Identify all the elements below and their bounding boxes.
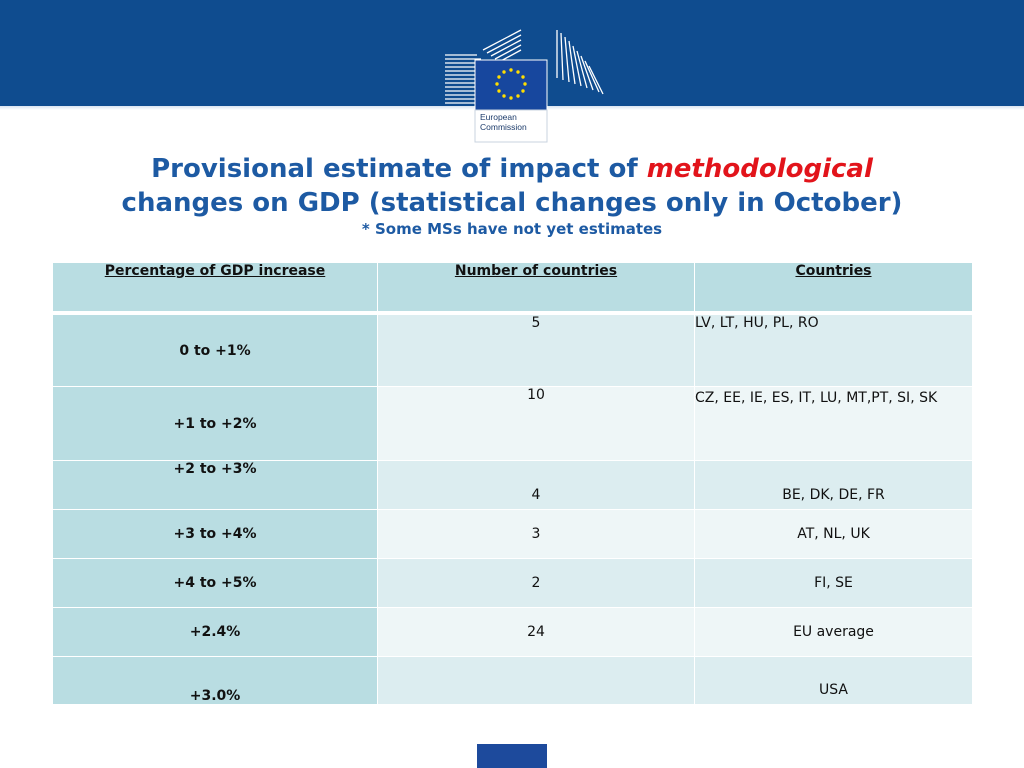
range-cell: +3.0% — [53, 657, 378, 705]
table-row — [53, 387, 973, 461]
range-cell: 0 to +1% — [53, 315, 378, 387]
count-cell: 24 — [378, 608, 695, 657]
table-row — [53, 608, 973, 657]
table-row — [53, 559, 973, 608]
range-cell: +2.4% — [53, 608, 378, 657]
count-cell: 3 — [378, 510, 695, 559]
table-row — [53, 510, 973, 559]
count-cell: 10 — [378, 387, 695, 461]
countries-cell: LV, LT, HU, PL, RO — [695, 315, 973, 387]
logo-line-1: European — [480, 112, 517, 122]
range-cell: +3 to +4% — [53, 510, 378, 559]
range-cell: +4 to +5% — [53, 559, 378, 608]
range-cell: +2 to +3% — [53, 461, 378, 510]
count-cell — [378, 657, 695, 705]
countries-cell: FI, SE — [695, 559, 973, 608]
table-header-row — [53, 263, 973, 312]
count-cell: 5 — [378, 315, 695, 387]
header-countries: Countries — [695, 263, 973, 312]
countries-cell: AT, NL, UK — [695, 510, 973, 559]
range-cell: +1 to +2% — [53, 387, 378, 461]
header-percentage: Percentage of GDP increase — [53, 263, 378, 312]
title-part-1: Provisional estimate of impact of — [151, 154, 638, 184]
countries-cell: EU average — [695, 608, 973, 657]
slide-title — [60, 152, 964, 220]
eu-flag-footer-icon — [477, 744, 547, 768]
gdp-impact-table — [52, 262, 973, 705]
count-cell: 4 — [378, 461, 695, 510]
logo-wordmark — [480, 112, 540, 132]
countries-cell: CZ, EE, IE, ES, IT, LU, MT,PT, SI, SK — [695, 387, 973, 461]
table-row — [53, 461, 973, 510]
count-cell: 2 — [378, 559, 695, 608]
countries-cell: USA — [695, 657, 973, 705]
table-row — [53, 315, 973, 387]
countries-cell: BE, DK, DE, FR — [695, 461, 973, 510]
table-row — [53, 657, 973, 705]
title-line-2: changes on GDP (statistical changes only in October) — [121, 188, 903, 218]
logo-line-2: Commission — [480, 122, 527, 132]
header-number-of-countries: Number of countries — [378, 263, 695, 312]
slide-subtitle-note: * Some MSs have not yet estimates — [361, 220, 663, 238]
title-emphasis: methodological — [646, 154, 873, 184]
